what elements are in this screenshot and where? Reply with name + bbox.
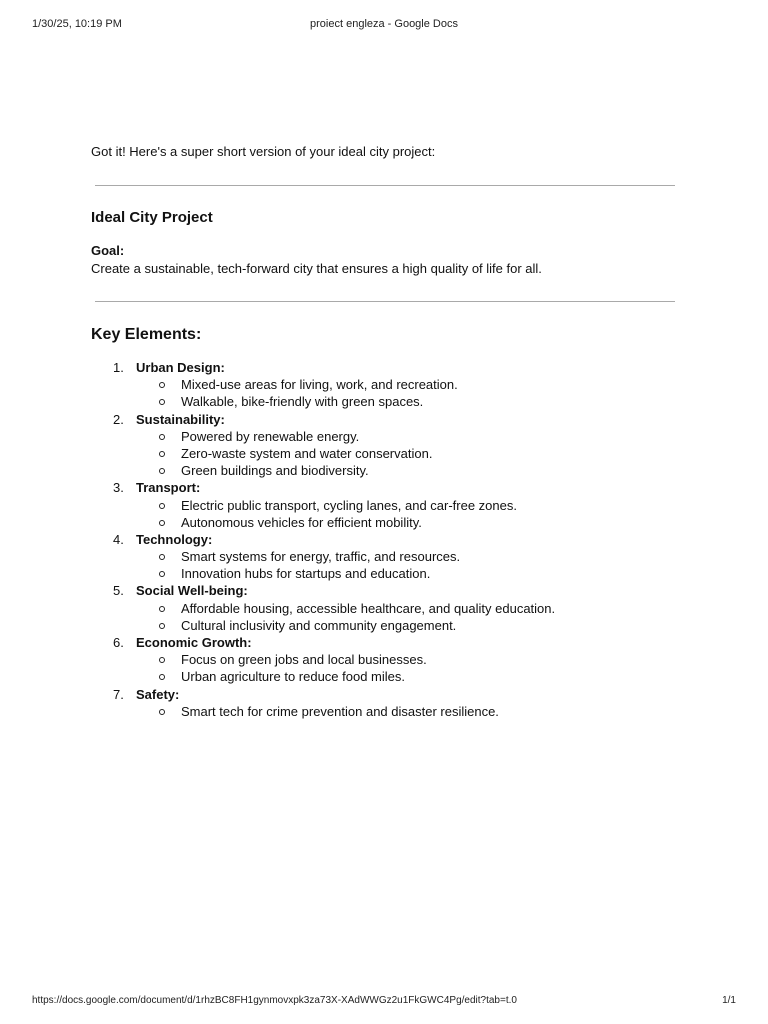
sub-point-text: Powered by renewable energy.: [181, 428, 360, 444]
key-element-heading: [91, 411, 681, 428]
hollow-circle-bullet-icon: [159, 520, 165, 526]
sub-point: [91, 548, 681, 565]
goal-label: Goal:: [91, 243, 125, 258]
horizontal-divider: [95, 301, 675, 302]
sub-point-text: Focus on green jobs and local businesses.: [181, 652, 427, 668]
key-element-heading: [91, 479, 681, 496]
sub-point: [91, 376, 681, 393]
sub-point-text: Affordable housing, accessible healthcare, and quality education.: [181, 600, 556, 616]
sub-point-text: Electric public transport, cycling lanes, and car-free zones.: [181, 497, 517, 513]
sub-point-text: Mixed-use areas for living, work, and recreation.: [181, 377, 458, 393]
hollow-circle-bullet-icon: [159, 399, 165, 405]
list-number: 2.: [113, 411, 124, 427]
key-elements-heading: Key Elements:: [91, 326, 202, 343]
sub-point-text: Smart systems for energy, traffic, and resources.: [181, 549, 461, 565]
key-element-heading: [91, 359, 681, 376]
key-element-title: Sustainability:: [136, 411, 225, 427]
hollow-circle-bullet-icon: [159, 451, 165, 457]
page-number: 1/1: [722, 995, 736, 1006]
sub-point-list: [91, 703, 681, 720]
key-element-item: [91, 479, 681, 531]
sub-point-text: Smart tech for crime prevention and disaster resilience.: [181, 703, 499, 719]
sub-point: [91, 600, 681, 617]
sub-point-text: Urban agriculture to reduce food miles.: [181, 669, 406, 685]
key-element-title: Transport:: [136, 480, 201, 496]
key-element-item: [91, 582, 681, 634]
list-number: 7.: [113, 686, 124, 702]
hollow-circle-bullet-icon: [159, 382, 165, 388]
sub-point: [91, 565, 681, 582]
key-element-title: Safety:: [136, 686, 180, 702]
key-elements-list: [91, 359, 681, 720]
key-element-item: [91, 634, 681, 686]
key-element-heading: [91, 686, 681, 703]
sub-point: [91, 668, 681, 685]
hollow-circle-bullet-icon: [159, 623, 165, 629]
sub-point: [91, 703, 681, 720]
hollow-circle-bullet-icon: [159, 503, 165, 509]
key-element-heading: [91, 634, 681, 651]
list-number: 6.: [113, 635, 124, 650]
print-url: https://docs.google.com/document/d/1rhzBC8FH1gynmovxpk3za73X-XAdWWGz2u1FkGWC4Pg/edit?tab=t.0: [32, 995, 517, 1006]
sub-point: [91, 462, 681, 479]
project-title: Ideal City Project: [91, 209, 213, 226]
key-element-item: [91, 686, 681, 720]
key-element-title: Social Well-being:: [136, 583, 248, 599]
hollow-circle-bullet-icon: [159, 674, 165, 680]
hollow-circle-bullet-icon: [159, 709, 165, 715]
goal-text: Create a sustainable, tech-forward city that ensures a high quality of life for all.: [91, 261, 542, 276]
sub-point-text: Innovation hubs for startups and education.: [181, 566, 431, 582]
hollow-circle-bullet-icon: [159, 657, 165, 663]
sub-point-list: [91, 497, 681, 531]
sub-point-list: [91, 428, 681, 480]
list-number: 3.: [113, 480, 124, 496]
hollow-circle-bullet-icon: [159, 606, 165, 612]
sub-point-text: Walkable, bike-friendly with green spaces.: [181, 394, 424, 410]
sub-point-text: Cultural inclusivity and community engagement.: [181, 617, 457, 633]
key-element-item: [91, 359, 681, 411]
key-element-heading: [91, 582, 681, 599]
key-element-item: [91, 531, 681, 583]
sub-point-text: Zero-waste system and water conservation.: [181, 445, 433, 461]
sub-point: [91, 514, 681, 531]
sub-point: [91, 617, 681, 634]
sub-point-list: [91, 600, 681, 634]
key-element-item: [91, 411, 681, 480]
sub-point: [91, 428, 681, 445]
hollow-circle-bullet-icon: [159, 434, 165, 440]
sub-point-text: Autonomous vehicles for efficient mobility.: [181, 514, 422, 530]
list-number: 1.: [113, 360, 124, 375]
hollow-circle-bullet-icon: [159, 571, 165, 577]
hollow-circle-bullet-icon: [159, 554, 165, 560]
sub-point-list: [91, 548, 681, 582]
sub-point: [91, 445, 681, 462]
list-number: 5.: [113, 583, 124, 599]
hollow-circle-bullet-icon: [159, 468, 165, 474]
intro-text: Got it! Here's a super short version of your ideal city project:: [91, 144, 436, 159]
print-datetime: 1/30/25, 10:19 PM: [32, 18, 122, 30]
sub-point-text: Green buildings and biodiversity.: [181, 463, 369, 479]
horizontal-divider: [95, 185, 675, 186]
key-element-title: Urban Design:: [136, 360, 225, 375]
document-body: [91, 143, 681, 720]
sub-point-list: [91, 651, 681, 685]
key-element-heading: [91, 531, 681, 548]
sub-point: [91, 497, 681, 514]
key-element-title: Technology:: [136, 531, 213, 547]
print-doc-title: proiect engleza - Google Docs: [310, 18, 458, 30]
sub-point-list: [91, 376, 681, 410]
sub-point: [91, 651, 681, 668]
list-number: 4.: [113, 531, 124, 547]
key-element-title: Economic Growth:: [136, 635, 252, 650]
sub-point: [91, 393, 681, 410]
